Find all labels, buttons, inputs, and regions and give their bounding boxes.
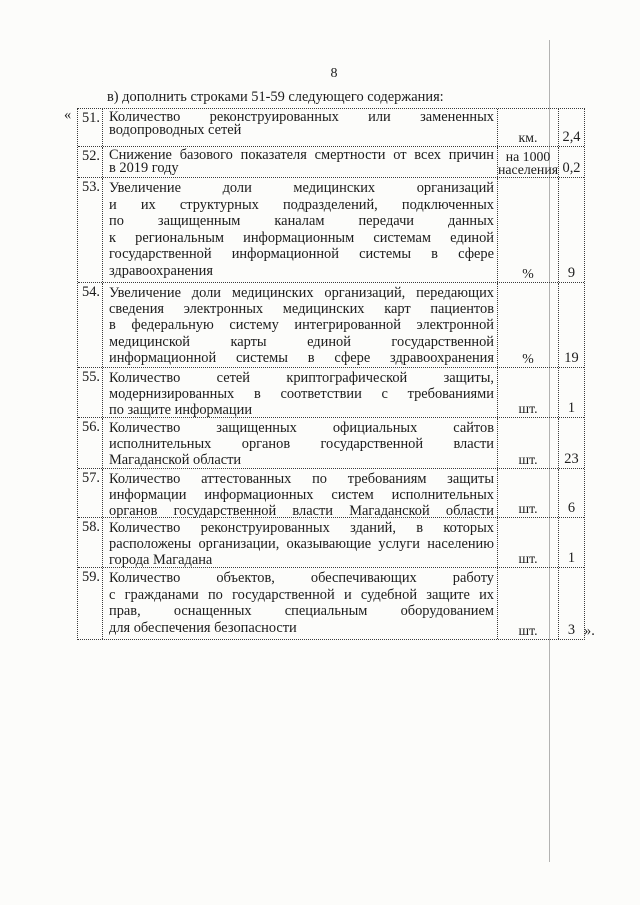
page-number: 8 [330,66,338,81]
row-number: 56. [82,419,100,435]
description-line: исполнительных органов государственной власти [109,436,494,452]
row-number: 51. [82,110,100,126]
unit-line: км. [518,130,538,145]
row-unit [497,368,558,417]
table-row [78,147,584,178]
row-value [558,147,584,177]
row-number: 53. [82,179,100,195]
unit-line: шт. [518,623,538,638]
row-number: 57. [82,470,100,486]
table-row [78,109,584,147]
unit-line: населения [498,162,559,177]
row-number: 54. [82,284,100,300]
row-unit [497,283,558,367]
value-text: 1 [567,550,576,566]
description-line: органов государственной власти Магаданской области [109,503,494,519]
description-line: здравоохранения [109,262,213,279]
description-line: расположены организации, оказывающие услуги населению [109,536,494,552]
description-line: прав, оснащенных специальным оборудованием [109,603,494,619]
description-line: Количество реконструированных зданий, в которых [109,520,494,536]
description-line: Увеличение доли медицинских организаций, передающих [109,285,494,301]
table-row [78,283,584,368]
description-line: медицинской карты единой государственной [109,333,494,350]
row-unit [497,147,558,177]
unit-line: шт. [518,401,538,416]
value-text: 9 [567,265,576,281]
row-number: 58. [82,519,100,535]
unit-text [498,551,558,566]
row-unit [497,469,558,517]
description-line: для обеспечения безопасности [109,619,297,636]
unit-line: шт. [518,551,538,566]
description-line: города Магадана [109,552,213,568]
row-value [558,368,584,417]
description-line: информации информационных систем исполнительных [109,487,494,503]
table-row [78,178,584,283]
unit-text [498,351,558,366]
description-line: Увеличение доли медицинских организаций [109,180,494,196]
description-line: Магаданской области [109,452,242,468]
row-description [102,109,497,146]
description-line: информационной системы в сфере здравоохранения [109,349,494,366]
description-line: модернизированных в соответствии с требованиями [109,386,494,402]
description-line: государственной информационной системы в сфере [109,246,494,262]
unit-line: % [522,266,534,281]
description-line: по защите информации [109,402,253,418]
description-line: Снижение базового показателя смертности от всех причин [109,147,494,163]
unit-line: % [522,351,534,366]
unit-line: шт. [518,452,538,467]
description-line: в федеральную систему интегрированной электронной [109,317,494,334]
amendment-intro: в) дополнить строками 51-59 следующего содержания: [107,89,444,105]
value-text: 3 [567,622,576,638]
unit-text [498,501,558,516]
row-unit [497,518,558,567]
indicator-table [77,108,585,640]
table-row [78,469,584,518]
value-text: 19 [564,350,579,366]
row-number: 55. [82,369,100,385]
unit-text [498,401,558,416]
unit-line: на 1000 [505,149,551,164]
row-description [102,178,497,282]
row-description [102,518,497,567]
row-description [102,469,497,517]
row-value [558,518,584,567]
description-line: водопроводных сетей [109,122,242,138]
row-value [558,109,584,146]
unit-line: шт. [518,501,538,516]
row-number: 52. [82,148,100,164]
description-line: с гражданами по государственной и судебной защите их [109,586,494,603]
row-value [558,568,584,639]
row-description [102,147,497,177]
unit-text [498,452,558,467]
row-unit [497,418,558,468]
opening-quote: « [64,107,72,123]
value-text: 23 [564,451,579,467]
description-line: Количество реконструированных или замененных [109,109,494,125]
unit-text [498,130,558,145]
description-line: Количество защищенных официальных сайтов [109,420,494,436]
description-line: и их структурных подразделений, подключенных [109,196,494,213]
value-text: 2,4 [562,129,581,145]
row-value [558,178,584,282]
table-row [78,418,584,469]
value-text: 1 [567,400,576,416]
table-row [78,568,584,639]
unit-text [498,150,558,176]
table-row [78,368,584,418]
value-text: 6 [567,500,576,516]
value-text: 0,2 [562,160,581,176]
row-value [558,418,584,468]
description-line: к региональным информационным системам единой [109,229,494,246]
description-line: сведения электронных медицинских карт пациентов [109,301,494,318]
unit-text [498,266,558,281]
row-unit [497,109,558,146]
description-line: Количество объектов, обеспечивающих работу [109,570,494,586]
row-unit [497,568,558,639]
row-description [102,283,497,367]
row-description [102,568,497,639]
description-line: в 2019 году [109,160,179,176]
row-unit [497,178,558,282]
closing-quote: ». [584,623,595,639]
description-line: по защищенным каналам передачи данных [109,213,494,229]
table-row [78,518,584,568]
row-description [102,418,497,468]
row-value [558,283,584,367]
description-line: Количество аттестованных по требованиям защиты [109,471,494,487]
row-number: 59. [82,569,100,585]
unit-text [498,623,558,638]
row-value [558,469,584,517]
description-line: Количество сетей криптографической защиты, [109,370,494,386]
row-description [102,368,497,417]
